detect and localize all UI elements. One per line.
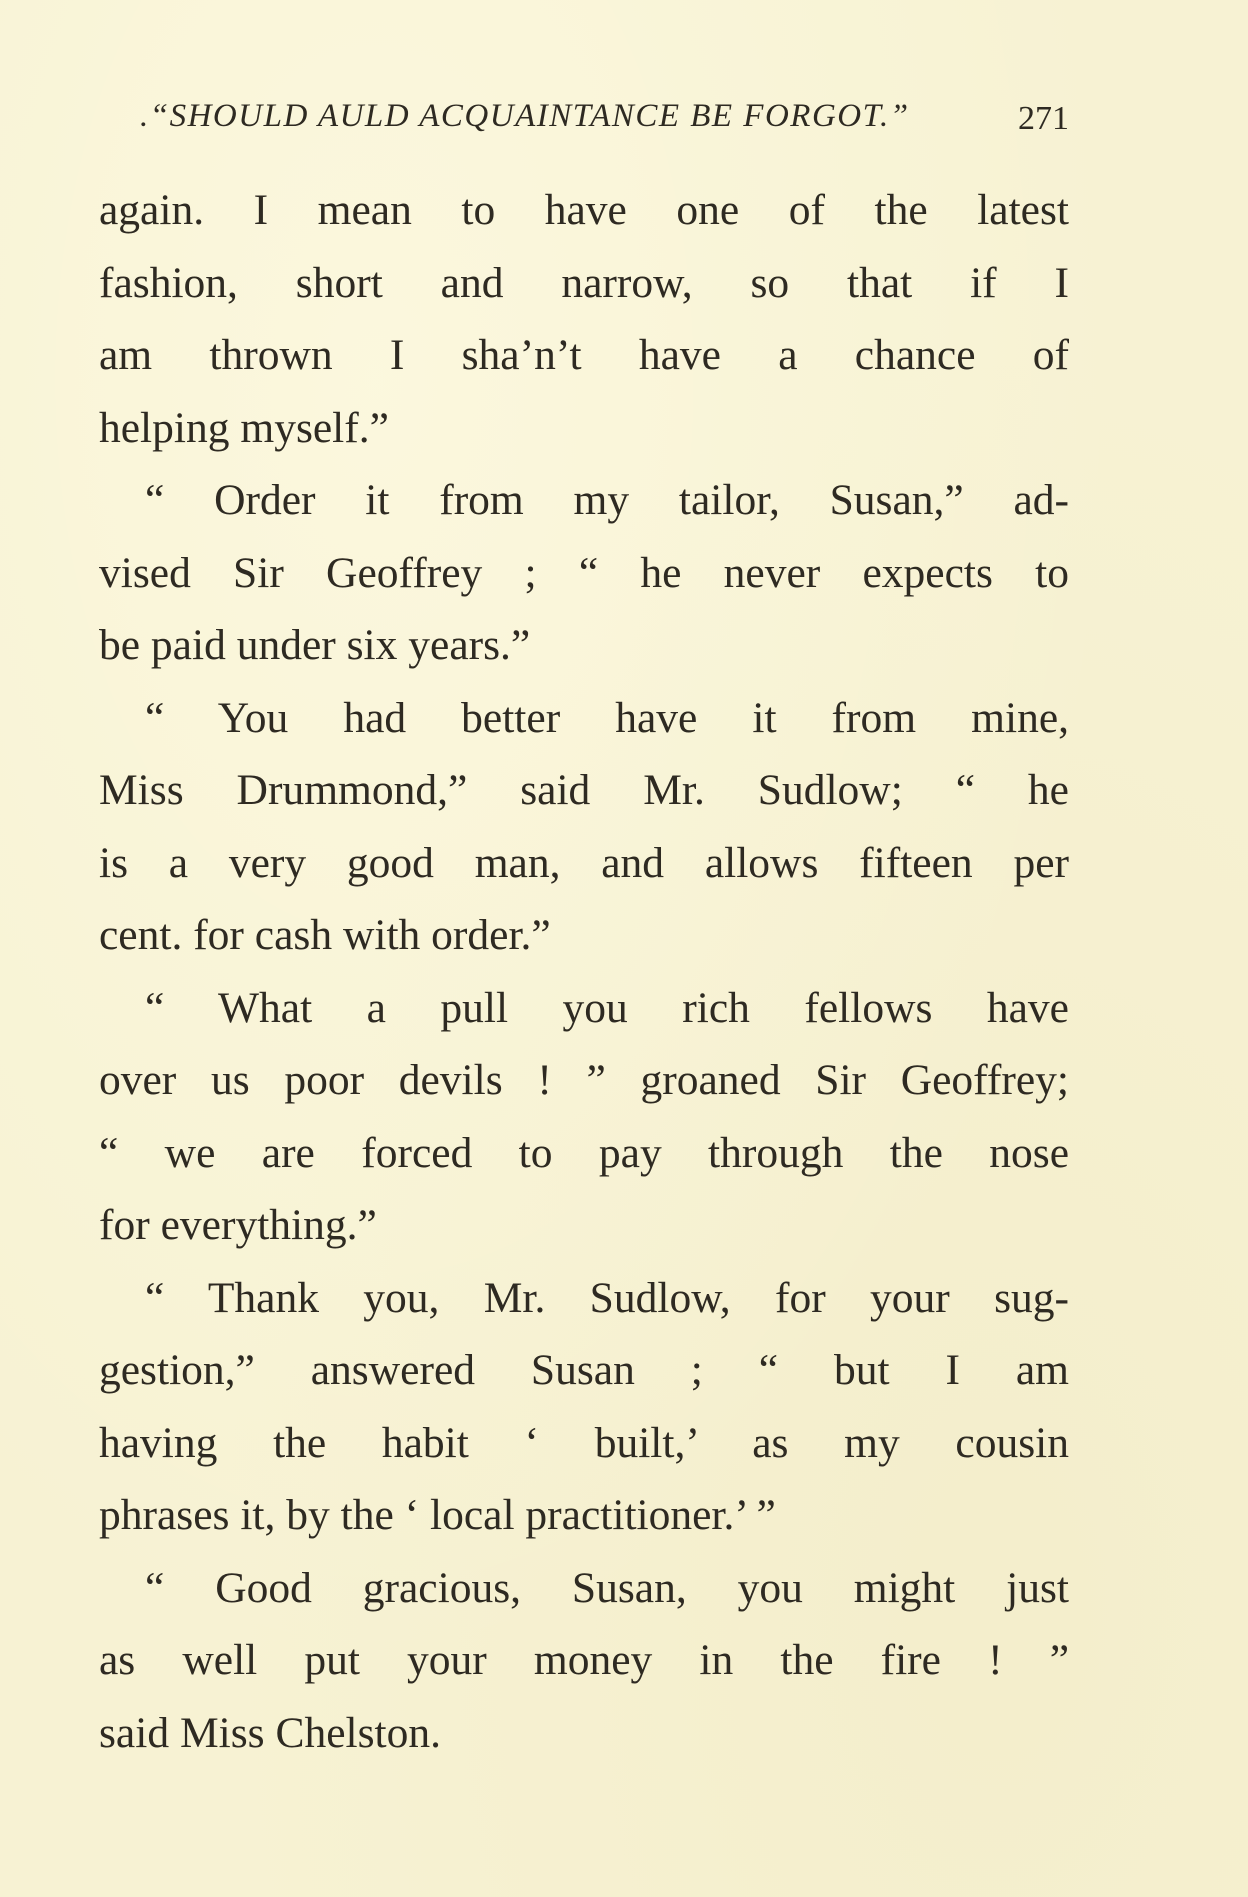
text-line: over us poor devils ! ” groaned Sir Geoffrey;: [99, 1056, 1069, 1104]
running-head: [140, 98, 1075, 138]
text-line: phrases it, by the ‘ local practitioner.’ ”: [99, 1491, 776, 1539]
text-line: gestion,” answered Susan ; “ but I am: [99, 1346, 1069, 1394]
running-head-title: .“SHOULD AULD ACQUAINTANCE BE FORGOT.”: [140, 98, 910, 134]
text-line: for everything.”: [99, 1201, 377, 1249]
text-line: as well put your money in the fire ! ”: [99, 1636, 1069, 1684]
text-line: fashion, short and narrow, so that if I: [99, 258, 1069, 307]
page-number: 271: [1018, 100, 1069, 137]
text-line: having the habit ‘ built,’ as my cousin: [99, 1418, 1069, 1467]
text-line: said Miss Chelston.: [99, 1708, 441, 1757]
text-line: vised Sir Geoffrey ; “ he never expects to: [99, 548, 1069, 597]
text-line: “ You had better have it from mine,: [145, 693, 1069, 742]
text-line: “ Good gracious, Susan, you might just: [145, 1563, 1069, 1612]
text-line: is a very good man, and allows fifteen per: [99, 838, 1069, 887]
text-line: “ Thank you, Mr. Sudlow, for your sug-: [145, 1273, 1069, 1322]
text-line: am thrown I sha’n’t have a chance of: [99, 331, 1069, 379]
text-line: “ we are forced to pay through the nose: [99, 1128, 1069, 1177]
text-line: be paid under six years.”: [99, 621, 531, 669]
text-line: cent. for cash with order.”: [99, 911, 551, 959]
text-line: helping myself.”: [99, 403, 389, 452]
text-line: again. I mean to have one of the latest: [99, 186, 1069, 234]
text-line: “ Order it from my tailor, Susan,” ad-: [145, 476, 1069, 524]
text-line: Miss Drummond,” said Mr. Sudlow; “ he: [99, 766, 1069, 814]
text-line: “ What a pull you rich fellows have: [145, 983, 1069, 1032]
body-text: [99, 174, 1069, 1769]
